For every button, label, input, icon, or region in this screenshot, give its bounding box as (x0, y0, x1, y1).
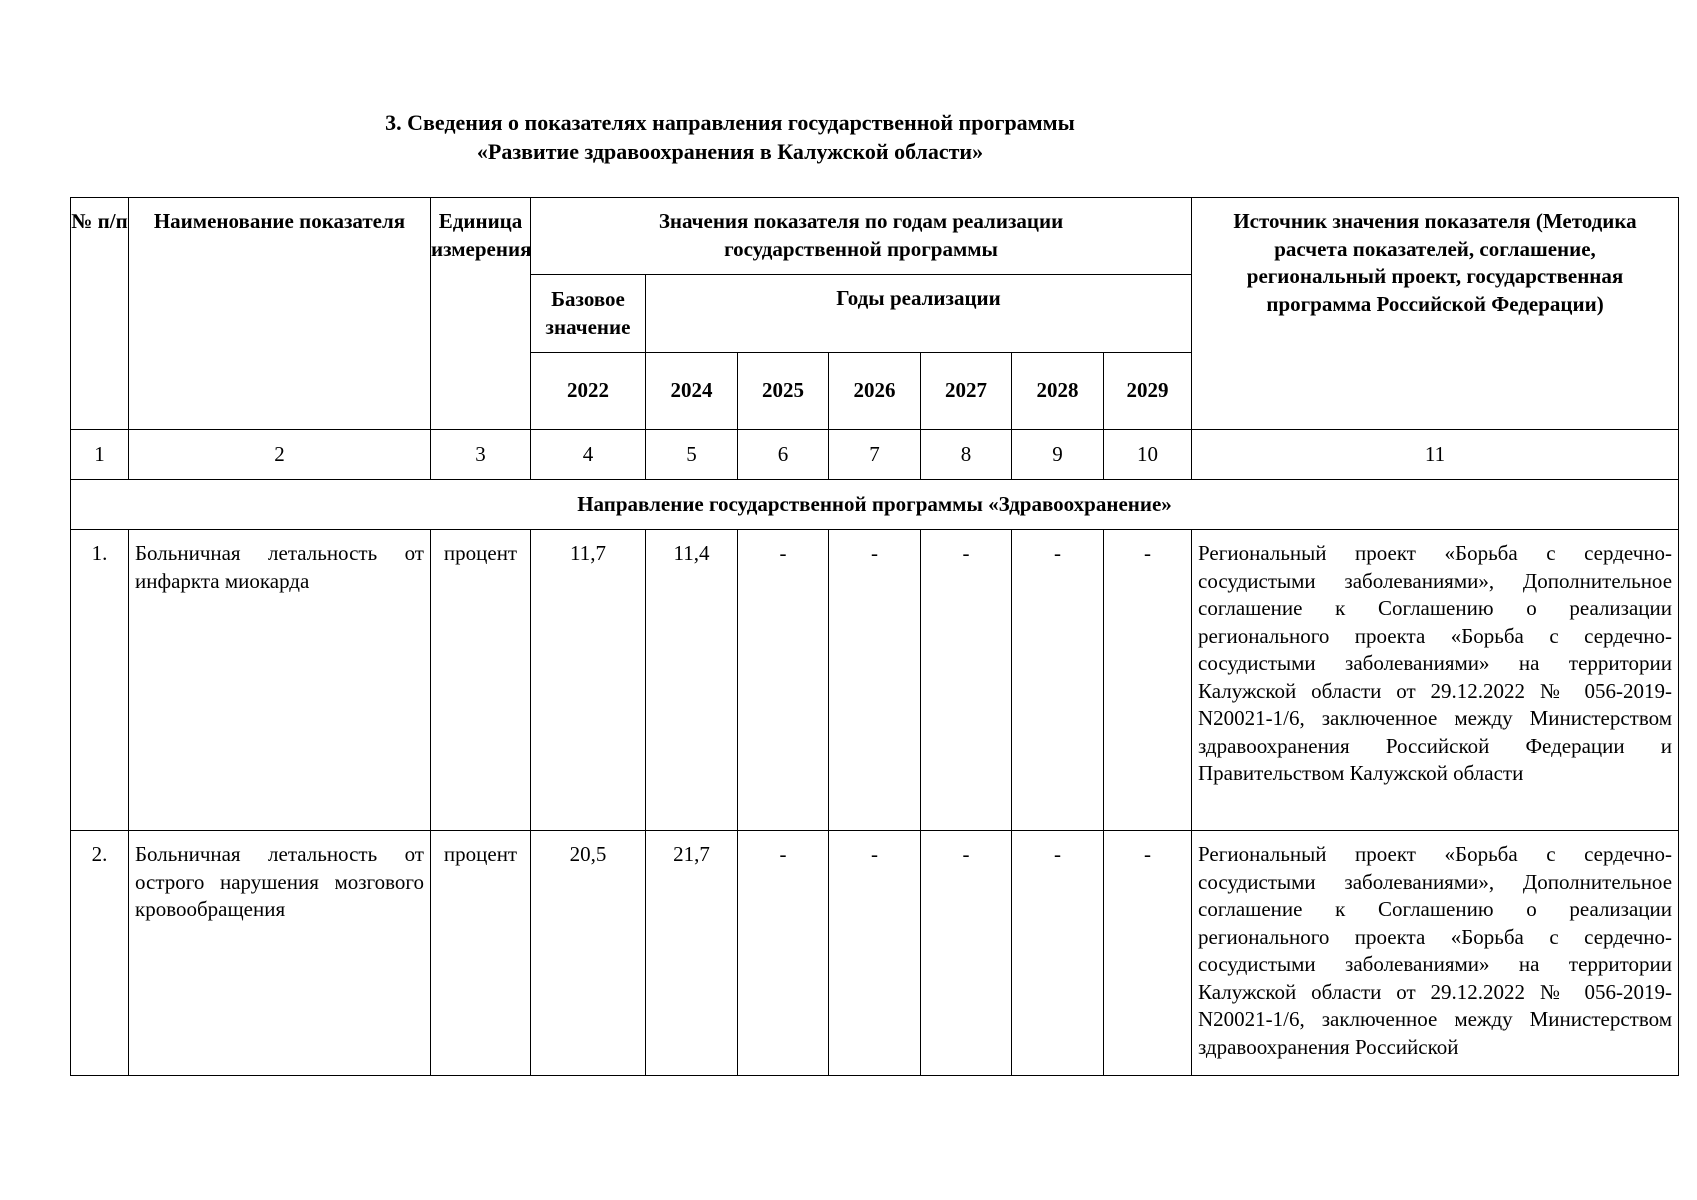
column-number: 5 (646, 430, 738, 480)
row-number: 1. (71, 530, 129, 831)
header-num: № п/п (71, 198, 129, 430)
page-title (0, 108, 1460, 166)
indicators-table (70, 197, 1679, 1076)
column-number: 7 (829, 430, 921, 480)
year-value: - (1012, 831, 1104, 1076)
header-unit: Единица измерения (431, 198, 531, 430)
header-year: 2027 (921, 353, 1012, 430)
column-number: 2 (129, 430, 431, 480)
column-number: 6 (738, 430, 829, 480)
column-number: 4 (531, 430, 646, 480)
column-number: 3 (431, 430, 531, 480)
year-value: - (921, 831, 1012, 1076)
source-text: Региональный проект «Борьба с сердечно-сосудистыми заболеваниями», Дополнительное соглашение к Соглашению о реализации регионального проекта «Борьба с сердечно-сосудистыми заболеваниями» на территории Калужской области от 29.12.2022 № 056-2019-N20021-1/6, заключенное между Министерством здравоохранения Российской Федерации и Правительством Калужской области (1192, 530, 1679, 831)
base-value: 11,7 (531, 530, 646, 831)
year-value: 21,7 (646, 831, 738, 1076)
column-numbers-row (71, 430, 1679, 480)
year-value: - (921, 530, 1012, 831)
column-number: 1 (71, 430, 129, 480)
table-row (71, 831, 1679, 1076)
year-value: - (1012, 530, 1104, 831)
header-year: 2025 (738, 353, 829, 430)
column-number: 11 (1192, 430, 1679, 480)
year-value: - (1104, 831, 1192, 1076)
year-value: - (829, 530, 921, 831)
unit: процент (431, 831, 531, 1076)
indicator-name: Больничная летальность от острого нарушения мозгового кровообращения (129, 831, 431, 1076)
unit: процент (431, 530, 531, 831)
header-name: Наименование показателя (129, 198, 431, 430)
source-text: Региональный проект «Борьба с сердечно-сосудистыми заболеваниями», Дополнительное соглашение к Соглашению о реализации регионального проекта «Борьба с сердечно-сосудистыми заболеваниями» на территории Калужской области от 29.12.2022 № 056-2019-N20021-1/6, заключенное между Министерством здравоохранения Российской (1192, 831, 1679, 1076)
section-heading: Направление государственной программы «Здравоохранение» (71, 480, 1679, 530)
base-value: 20,5 (531, 831, 646, 1076)
title-line-1: 3. Сведения о показателях направления государственной программы (385, 110, 1075, 135)
title-line-2: «Развитие здравоохранения в Калужской области» (476, 139, 984, 164)
year-value: - (738, 831, 829, 1076)
year-value: 11,4 (646, 530, 738, 831)
header-source: Источник значения показателя (Методика расчета показателей, соглашение, региональный проект, государственная программа Российской Федерации) (1192, 198, 1679, 430)
column-number: 8 (921, 430, 1012, 480)
header-year: 2028 (1012, 353, 1104, 430)
header-years-group: Годы реализации (646, 275, 1192, 353)
header-year-2022: 2022 (531, 353, 646, 430)
year-value: - (829, 831, 921, 1076)
header-year: 2024 (646, 353, 738, 430)
header-values-group: Значения показателя по годам реализации государственной программы (531, 198, 1192, 275)
row-number: 2. (71, 831, 129, 1076)
column-number: 9 (1012, 430, 1104, 480)
year-value: - (738, 530, 829, 831)
year-value: - (1104, 530, 1192, 831)
column-number: 10 (1104, 430, 1192, 480)
table-row (71, 530, 1679, 831)
header-year: 2026 (829, 353, 921, 430)
header-year: 2029 (1104, 353, 1192, 430)
header-base: Базовое значение (531, 275, 646, 353)
indicator-name: Больничная летальность от инфаркта миокарда (129, 530, 431, 831)
